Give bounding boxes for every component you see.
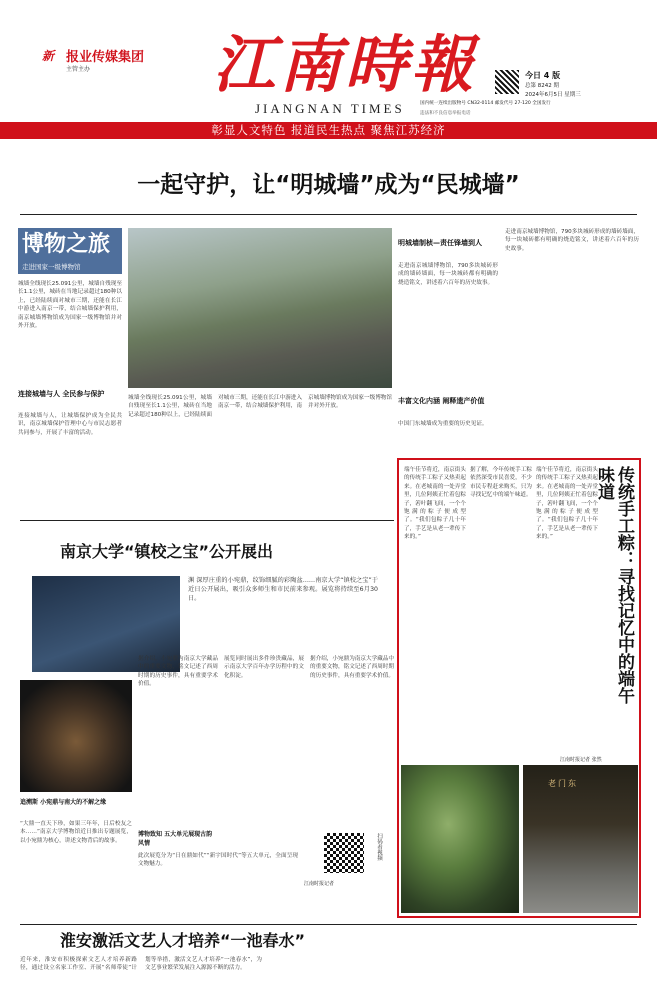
tradition-body-3: 端午佳节将近，南京街头的传统手工粽子又热卖起来。在老城南的一处弄堂里，几位阿姨正忙着包粽子，箬叶翻飞间，一个个饱满的粽子便成型了。“我们包粽子几十年了，手艺是从老一辈传下来的。” xyxy=(536,467,598,541)
tradition-author: 江南时报记者 张然 xyxy=(560,757,602,763)
center-body: 走进南京城墙博物馆，790多块城砖形成的墙砖墙面，每一块城砖都有明确的烧造铭文，讲述着六百年的历史故事。 xyxy=(398,263,498,286)
tradition-body-1: 端午佳节将近，南京街头的传统手工粽子又热卖起来。在老城南的一处弄堂里，几位阿姨正忙着包粽子，箬叶翻飞间，一个个饱满的粽子便成型了。“我们包粽子几十年了，手艺是从老一辈传下来的。” xyxy=(404,467,466,541)
newspaper-title: 江南時報 xyxy=(212,28,477,101)
museum-side-body: 连接城墙与人，让城墙保护成为全民共识，南京城墙保护管理中心与市民志愿者共同参与，开展了丰富的活动。 xyxy=(18,413,122,436)
masthead xyxy=(0,0,657,140)
nju-qr-code-icon xyxy=(324,833,364,873)
nju-col2: 据介绍，小宛鼎为南京大学藏品中的重要文物，铭文记述了西周时期的历史事件，具有重要学术价值。 xyxy=(138,656,218,688)
slogan: 彰显人文特色 报道民生热点 聚焦江苏经济 xyxy=(211,123,446,137)
tradition-body-2: 据了解，今年传统手工粽依然深受市民喜爱，不少市民专程赶来购买，只为寻找记忆中的端午味道。 xyxy=(470,467,532,499)
nju-divider xyxy=(20,520,394,521)
shop-sign: 老门东 xyxy=(548,779,578,788)
report-contact: 违法和不良信息举报电话 xyxy=(420,111,471,116)
group-logo-icon: 新 xyxy=(42,49,55,63)
zongzi-photo xyxy=(401,765,519,913)
shop-photo xyxy=(523,765,638,913)
right-column-body: 走进南京城墙博物馆，790多块城砖形成的墙砖墙面，每一块城砖都有明确的烧造铭文，讲述着六百年的历史故事。 xyxy=(505,229,639,252)
city-wall-aerial-photo xyxy=(128,228,392,388)
tradition-title: 传统手工粽：寻找记忆中的端午味道 xyxy=(594,466,634,704)
masthead-qr-code-icon xyxy=(495,70,519,94)
nju-img-caption: 追溯斯 小宛鼎与南大的不解之缘 xyxy=(20,799,107,806)
museum-side-heading: 连接城墙与人 全民参与保护 xyxy=(18,390,105,398)
nju-title: 南京大学“镇校之宝”公开展出 xyxy=(60,542,274,561)
center-heading: 明城墙制桢—责任锋墙到人 xyxy=(398,239,482,247)
nju-qr-caption: 扫码看视频 xyxy=(376,833,382,861)
nju-col4: 此次展览分为“日在鼎如代”“新宇国时代”等五大单元，全面呈现文物魅力。 xyxy=(138,853,298,868)
arts-divider xyxy=(20,924,637,925)
nju-col3: 展览同时展出多件珍贵藏品，展示南京大学百年办学历程中的文化积淀。 xyxy=(224,656,304,679)
museum-column-body: 城墙全线现长25.091公里，城墙自残现至长1.1公里，城砖在当地记录超过180种以上，已经陆续面对城市三期，还能在长江中游进入南京一带，结合城墙保护利用，南京城墙博物馆成为国家一级博物馆并对外开放。 xyxy=(128,395,392,418)
nju-author: 江南时报记者 xyxy=(304,881,335,887)
arts-title: 淮安激活文艺人才培养“一池春水” xyxy=(60,931,306,950)
nju-col5: 据介绍，小宛鼎为南京大学藏品中的重要文物，铭文记述了西周时期的历史事件，具有重要学术价值。 xyxy=(310,656,394,679)
headline-divider xyxy=(20,214,637,215)
issue-date: 2024年6月5日 星期三 xyxy=(525,92,581,98)
center-body-2: 中国门东城墙成为重要的历史见证。 xyxy=(398,421,488,427)
museum-body: 城墙全线现长25.091公里，城墙自残现至长1.1公里，城砖在当地记录超过180种以上，已经陆续面对城市三期，还能在长江中游进入南京一带，结合城墙保护利用，南京城墙博物馆成为国家一级博物馆并对外开放。 xyxy=(18,281,122,330)
nju-col4-heading: 博物致知 五大单元展现古韵风情 xyxy=(138,831,213,847)
museum-kicker-subtitle: 走进国家一级博物馆 xyxy=(22,263,81,271)
pages-today: 今日 4 版 xyxy=(525,71,561,80)
nju-lead: 渊 深厚庄重的小宛鼎，纹饰细腻的彩陶盆……南京大学“镇校之宝”于近日公开展出，吸引众多师生和市民前来参观。展览将持续至6月30日。 xyxy=(188,577,378,602)
sponsor-label: 主管主办 xyxy=(66,66,91,73)
newspaper-title-en: JIANGNAN TIMES xyxy=(255,101,405,116)
main-headline: 一起守护，让“明城墙”成为“民城墙” xyxy=(137,172,520,198)
publication-number: 国内统一连续出版物号 CN32-0114 邮发代号 27-120 全国发行 xyxy=(420,101,551,106)
group-name: 报业传媒集团 xyxy=(66,50,145,65)
museum-kicker-title: 博物之旅 xyxy=(22,232,111,257)
center-heading-2: 丰富文化内涵 阐释遗产价值 xyxy=(398,397,485,405)
bronze-ding-photo xyxy=(20,680,132,792)
issue-number: 总第 8242 期 xyxy=(525,83,559,89)
arts-body: 近年来，淮安市积极探索文艺人才培养新路径，通过设立名家工作室、开展“名师带徒”计划等举措，激活文艺人才培养“一池春水”，为文艺事业繁荣发展注入源源不断的活力。 xyxy=(20,957,262,972)
nju-col1: “大鼎一直天下珍，如果三年年，日后校友之本……”南京大学博物馆近日推出专题展览，以小宛鼎为核心，讲述文物背后的故事。 xyxy=(20,821,132,844)
